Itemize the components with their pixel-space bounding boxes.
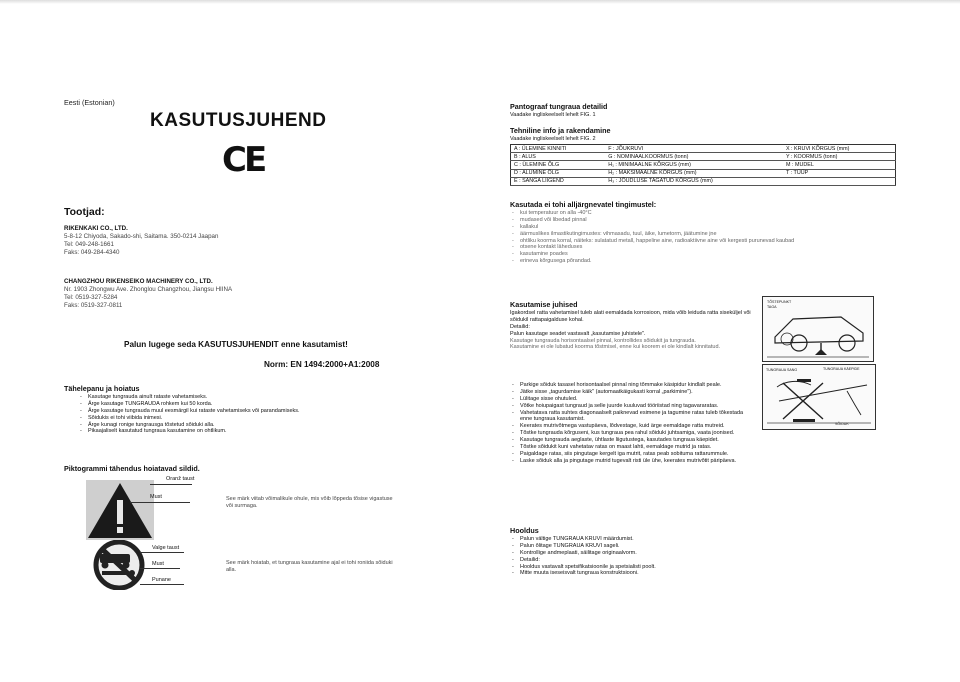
table-row [511,153,896,161]
jack-icon [763,365,875,429]
usage-intro-line: Kasutamine ei ole lubatud koorma tõstmisel, enne kui koorem ei ole kindlalt kinnitatud. [510,344,721,351]
maintenance-item: - Hooldus vastavalt spetsifikatsioonile ja spetsialisti poolt. [510,564,920,571]
maintenance-item: - Mitte muuta iseseisvalt tungraua konstruktsiooni. [510,570,920,577]
jack-handle-diagram [762,364,876,430]
maintenance-heading: Hooldus [510,526,539,535]
table-cell: X : KRUVI KÕRGUS (mm) [783,145,896,153]
usage-step: - Võtke hoiupaigast tungraud ja selle juurde kuuluvad tööriistad ning tagavararatas. [510,403,752,410]
manual-title: KASUTUSJUHEND [150,110,327,131]
company2-block [64,278,424,310]
table-cell: F : JÕUKRUVI [605,145,783,153]
condition-item: - otsene kontakt läheduses [510,244,920,251]
usage-intro-line: Igakordsel ratta vahetamisel tuleb alati eemaldada korrosioon, mida võib leiduda ratta siseküljel või sõidukil rattapaigalduse kohal. [510,310,751,323]
warning-item: - Ärge kunagi ronige tungrausga tõstetud sõiduki alla. [78,422,438,429]
usage-step: - Laske sõiduk alla ja pingutage mutrid tugevalt risti üle ühe, keerates mutrivõtit päripäeva. [510,458,920,465]
company2-name: CHANGZHOU RIKENSEIKO MACHINERY CO., LTD. [64,278,213,285]
pict1-bg-label: Oranž taust [166,476,195,482]
leader-line [140,584,184,585]
leader-line [130,502,190,503]
pictogram-heading: Piktogrammi tähendus hoiatavad sildid. [64,464,200,473]
table-row [511,169,896,177]
usage-step: - Lülitage sisse ohutuled. [510,396,752,403]
condition-item: - mudased või libedad pinnal [510,217,920,224]
company1-fax: Faks: 049-284-4340 [64,249,120,257]
warning-pictogram [86,480,154,540]
no-entry-under-car-icon [86,540,152,590]
condition-item: - ohtliku koorma korral, näiteks: sulatatud metall, happeline aine, radioaktiivne aine või kergesti purunevad kaubad [510,238,920,245]
tech-sub: Vaadake ingliskeelselt lehelt FIG. 2 [510,136,596,142]
pict2-description: See märk hoiatab, et tungraua kasutamine ajal ei tohi roniida sõiduki alla. [226,560,393,573]
company2-address: Nr. 1903 Zhongwu Ave. Zhonglou Changzhou, Jiangsu HIINA [64,286,233,294]
table-cell: Y : KOORMUS (tonn) [783,153,896,161]
table-cell: H₁ : MINIMAALNE KÕRGUS (mm) [605,161,783,169]
table-cell: E : SANGA LIIGEND [511,177,606,185]
condition-item: - kasutamine poades [510,251,920,258]
usage-intro [510,310,756,351]
diagram-label: TUNGRAUA SANG [766,368,798,372]
parts-sub: Vaadake ingliskeelselt lehelt FIG. 1 [510,112,596,118]
table-cell: H₂ : MAKSIMAALNE KÕRGUS (mm) [605,169,783,177]
table-cell: A : ÜLEMINE KINNITI [511,145,606,153]
table-cell [783,177,896,185]
language-label: Eesti (Estonian) [64,98,115,107]
company1-block [64,225,424,257]
condition-item: - kui temperatuur on alla -40°C [510,210,920,217]
pict2-red-label: Punane [152,577,171,583]
diagram-label: SÕIDUK [835,422,849,426]
company1-address: 5-8-12 Chiyoda, Sakado-shi, Saitama. 350-0214 Jaapan [64,233,219,241]
usage-step: - Kasutage tungrauda aeglaste, ühtlaste liigutustega, kasutades tungraua käepidet. [510,437,920,444]
maintenance-item: - Detailid: [510,557,920,564]
prohibit-pictogram [86,540,152,590]
company2-tel: Tel: 0519-327-5284 [64,294,118,302]
table-row [511,145,896,153]
diagram-label: TAGA [767,305,777,309]
right-column [480,0,960,682]
maintenance-list [510,536,920,577]
warning-item: - Sõidukis ei tohi viibida inimesi. [78,415,438,422]
ce-mark: CE [222,140,265,180]
company2-fax: Faks: 0519-327-0811 [64,302,123,310]
conditions-heading: Kasutada ei tohi alljärgnevatel tingimustel: [510,200,657,209]
manufacturer-heading: Tootjad: [64,206,105,218]
tech-heading: Tehniline info ja rakendamine [510,126,611,135]
table-cell: C : ÜLEMINE ÕLG [511,161,606,169]
pict1-description: See märk viitab võimalikule ohule, mis võib lõppeda tõsise vigastuse või surmaga. [226,496,393,509]
parts-heading: Pantograaf tungraua detailid [510,102,608,111]
leader-line [150,484,192,485]
table-cell: T : TÜÜP [783,169,896,177]
leader-line [140,552,184,553]
pict1-black-label: Must [150,494,162,500]
car-lift-icon [763,297,873,361]
lift-point-diagram [762,296,874,362]
read-notice: Palun lugege seda KASUTUSJUHENDIT enne kasutamist! [124,340,348,349]
usage-step: - Tõstke sõidukit kuni vahetatav ratas on maast lahti, eemaldage mutrid ja ratas. [510,444,920,451]
maintenance-item: - Palun vältige TUNGRAUA KRUVI määrdumist. [510,536,920,543]
warning-triangle-icon [86,480,154,540]
maintenance-item: - Palun õlitage TUNGRAUA KRUVI sageli. [510,543,920,550]
table-cell: D : ALUMINE ÕLG [511,169,606,177]
warning-item: - Kasutage tungrauda ainult rataste vahetamiseks. [78,394,438,401]
usage-step: - Jätke sisse „tagurdamise käik" (automaatkäigukasti korral „parkimine"). [510,389,752,396]
condition-item: - erineva kõrgusega põrandad. [510,258,920,265]
table-row [511,161,896,169]
warning-item: - Pikaajaliselt kasutatud tungraua kasutamine on ohtlikum. [78,428,438,435]
usage-step: - Parkige sõiduk tasasel horisontaalsel pinnal ning tõmmake käsipidur kindlalt peale. [510,382,752,389]
usage-step: - Tõstke tungrauda kõrguseni, kus tungraua pea rahul sõiduki juhtsamiga, vaata joonised. [510,430,920,437]
warning-item: - Ärge kasutage TUNGRAUDA rohkem kui 50 korda. [78,401,438,408]
company1-tel: Tel: 049-248-1661 [64,241,114,249]
table-cell: G : NOMINAALKOORMUS (tonn) [605,153,783,161]
usage-intro-line: Kasutage tungrauda horisontaalsel pinnal, kontrollides sõidukit ja tungrauda. [510,337,696,344]
maintenance-item: - Kontrollige andmeplaati, säilitage originaalvorm. [510,550,920,557]
table-cell: M : MUDEL [783,161,896,169]
company1-name: RIKENKAKI CO., LTD. [64,225,128,232]
diagram-label: TUNGRAUA KÄEPIDE [823,367,860,371]
conditions-list [510,210,920,265]
usage-step: - Paigaldage ratas, siis pingutage kergelt iga mutrit, ratas peab sobituma rattarummule. [510,451,920,458]
condition-item: - kallakul [510,224,920,231]
warning-item: - Ärge kasutage tungrauda muul eesmärgil kui rataste vahetamiseks või parandamiseks. [78,408,438,415]
usage-intro-line: Detailid: [510,323,530,330]
table-cell: H₃ : JÕUDLUSE TAGATUD KÕRGUS (mm) [605,177,783,185]
usage-step: - Vahetatava ratta suhtes diagonaalselt paiknevad esimene ja tagumine ratas tuleb tõkestada enne tungraua kasutamist. [510,410,752,424]
leader-line [140,568,180,569]
spec-table [510,144,896,186]
pict2-bg-label: Valge taust [152,545,180,551]
table-row [511,177,896,185]
usage-intro-line: Palun kasutage seadet vastavalt „kasutamise juhistele". [510,330,646,337]
usage-heading: Kasutamise juhised [510,300,578,309]
warning-heading: Tähelepanu ja hoiatus [64,384,140,393]
warning-list [78,394,438,435]
condition-item: - äärmuslikes ilmastikutingimustes: vihmasadu, tuul, äike, lumetorm, jäätumine jne [510,231,920,238]
table-cell: B : ALUS [511,153,606,161]
pict2-black-label: Must [152,561,164,567]
norm-label: Norm: EN 1494:2000+A1:2008 [264,360,380,369]
usage-step: - Keerates mutrivõtmega vastupäeva, lõdvestage, kuid ärge eemaldage ratta mutreid. [510,423,920,430]
diagram-label: TÕSTEPUNKT [767,300,792,304]
